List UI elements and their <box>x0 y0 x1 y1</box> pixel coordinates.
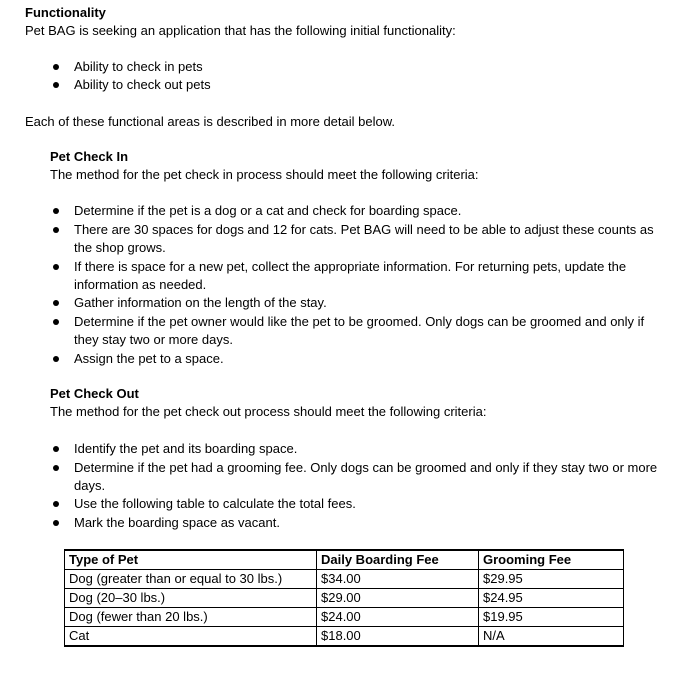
functionality-item: Ability to check in pets <box>74 59 203 74</box>
check-out-item: Use the following table to calculate the total fees. <box>74 496 356 511</box>
bullet-icon <box>53 264 59 270</box>
bullet-icon <box>53 465 59 471</box>
check-in-item: There are 30 spaces for dogs and 12 for cats. Pet BAG will need to be able to adjust these counts as the shop grows. <box>74 222 654 255</box>
pet-type-cell: Dog (greater than or equal to 30 lbs.) <box>65 570 317 589</box>
check-in-item: Assign the pet to a space. <box>74 351 224 366</box>
functionality-item: Ability to check out pets <box>74 77 211 92</box>
table-row <box>65 570 624 589</box>
grooming-fee-cell: $29.95 <box>479 570 624 589</box>
check-in-heading: Pet Check In <box>50 149 129 164</box>
check-in-item: If there is space for a new pet, collect the appropriate information. For returning pets, update the information as needed. <box>74 259 627 292</box>
bullet-icon <box>53 356 59 362</box>
functionality-summary: Each of these functional areas is described in more detail below. <box>25 114 395 129</box>
boarding-fee-cell: $18.00 <box>317 627 479 647</box>
bullet-icon <box>53 64 59 70</box>
bullet-icon <box>53 82 59 88</box>
functionality-heading: Functionality <box>25 5 106 20</box>
bullet-icon <box>53 520 59 526</box>
check-out-item: Identify the pet and its boarding space. <box>74 441 298 456</box>
bullet-icon <box>53 501 59 507</box>
boarding-fee-cell: $24.00 <box>317 608 479 627</box>
boarding-fee-cell: $29.00 <box>317 589 479 608</box>
check-out-item: Determine if the pet had a grooming fee. Only dogs can be groomed and only if they stay two or more days. <box>74 460 658 493</box>
fee-table <box>64 549 624 647</box>
bullet-icon <box>53 319 59 325</box>
check-out-heading: Pet Check Out <box>50 386 139 401</box>
check-out-intro: The method for the pet check out process should meet the following criteria: <box>50 404 487 419</box>
bullet-icon <box>53 446 59 452</box>
table-row <box>65 627 624 647</box>
check-out-item: Mark the boarding space as vacant. <box>74 515 280 530</box>
pet-type-cell: Cat <box>65 627 317 647</box>
check-in-item: Gather information on the length of the stay. <box>74 295 327 310</box>
bullet-icon <box>53 227 59 233</box>
header-grooming-fee: Grooming Fee <box>479 550 624 570</box>
pet-type-cell: Dog (fewer than 20 lbs.) <box>65 608 317 627</box>
table-row <box>65 589 624 608</box>
boarding-fee-cell: $34.00 <box>317 570 479 589</box>
grooming-fee-cell: N/A <box>479 627 624 647</box>
grooming-fee-cell: $24.95 <box>479 589 624 608</box>
check-in-intro: The method for the pet check in process should meet the following criteria: <box>50 167 479 182</box>
pet-type-cell: Dog (20–30 lbs.) <box>65 589 317 608</box>
header-type-of-pet: Type of Pet <box>65 550 317 570</box>
check-in-item: Determine if the pet owner would like the pet to be groomed. Only dogs can be groomed and only if they stay two or more days. <box>74 314 645 347</box>
bullet-icon <box>53 208 59 214</box>
table-header-row <box>65 550 624 570</box>
check-in-item: Determine if the pet is a dog or a cat and check for boarding space. <box>74 203 462 218</box>
functionality-intro: Pet BAG is seeking an application that has the following initial functionality: <box>25 23 456 38</box>
grooming-fee-cell: $19.95 <box>479 608 624 627</box>
header-daily-boarding-fee: Daily Boarding Fee <box>317 550 479 570</box>
bullet-icon <box>53 300 59 306</box>
table-row <box>65 608 624 627</box>
